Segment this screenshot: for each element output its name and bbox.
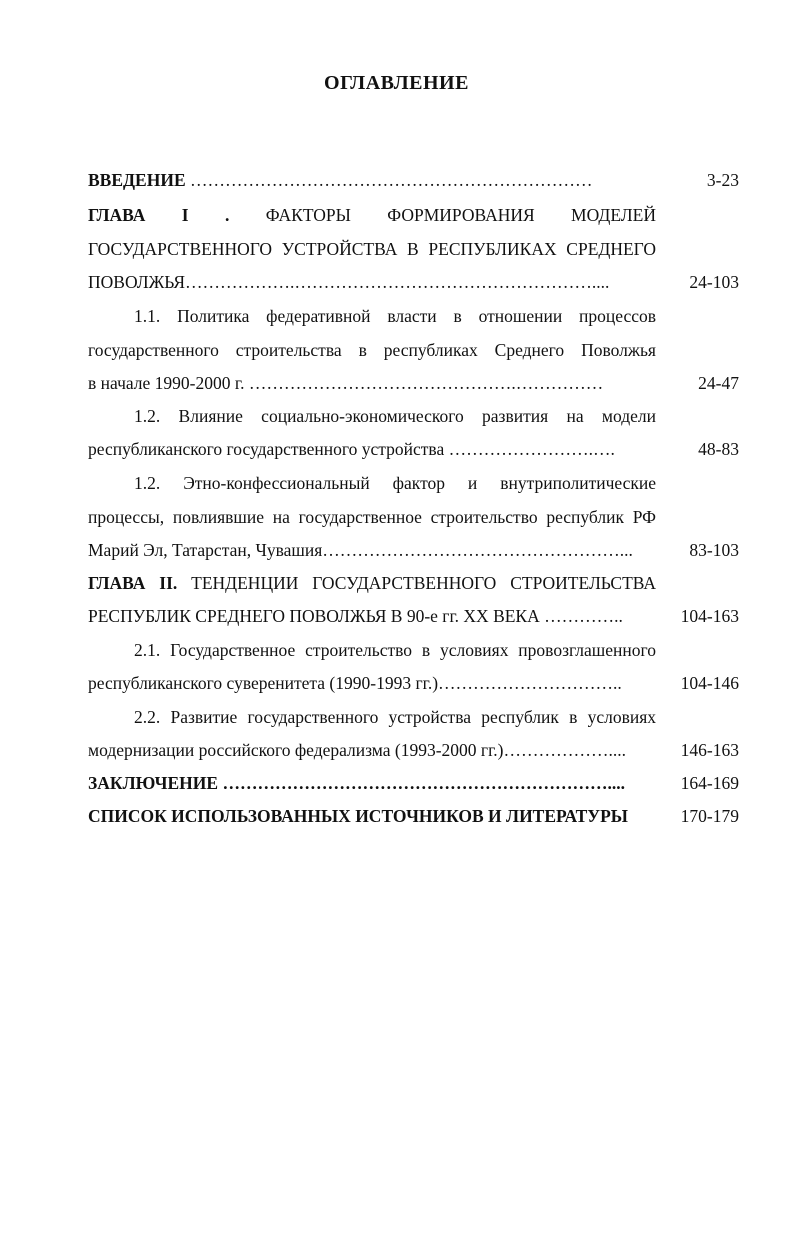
toc-page-ch1: 24-103 (689, 272, 739, 292)
toc-page-s1-3: 83-103 (689, 540, 739, 560)
toc-entry-s1-2-line2: республиканского государственного устройства …………………….…. (88, 439, 615, 459)
toc-entry-s1-1-line2: государственного строительства в республиках Среднего Поволжья (88, 340, 656, 360)
toc-entry-s1-1-line1: 1.1. Политика федеративной власти в отношении процессов (134, 306, 656, 326)
toc-entry-s1-3-line1: 1.2. Этно-конфессиональный фактор и внутриполитические (134, 473, 656, 493)
toc-entry-s1-1-line3: в начале 1990-2000 г. ……………………………………….…………… (88, 373, 604, 393)
toc-entry-sources: СПИСОК ИСПОЛЬЗОВАННЫХ ИСТОЧНИКОВ И ЛИТЕРАТУРЫ (88, 806, 628, 826)
toc-entry-s2-1-line2: республиканского суверенитета (1990-1993 гг.)………………………….. (88, 673, 622, 693)
toc-page-s2-2: 146-163 (680, 740, 739, 760)
toc-leader-dots: ………………………………………………………….... (222, 773, 625, 793)
toc-page-conclusion: 164-169 (680, 773, 739, 793)
toc-entry-conclusion-label: ЗАКЛЮЧЕНИЕ (88, 773, 219, 793)
toc-chapter-prefix: ГЛАВА I . (88, 205, 230, 225)
toc-page-ch2: 104-163 (680, 606, 739, 626)
toc-entry-s2-2-line1: 2.2. Развитие государственного устройства республик в условиях (134, 707, 656, 727)
toc-page-s2-1: 104-146 (680, 673, 739, 693)
toc-entry-ch2-line1 (88, 570, 656, 596)
toc-chapter-title: ТЕНДЕНЦИИ ГОСУДАРСТВЕННОГО СТРОИТЕЛЬСТВА (191, 573, 656, 593)
toc-entry-s1-3-line3: Марий Эл, Татарстан, Чувашия……………………………………………... (88, 540, 633, 560)
toc-page-intro: 3-23 (706, 170, 739, 190)
toc-entry-s2-2-line2: модернизации российского федерализма (1993-2000 гг.)……………….... (88, 740, 627, 760)
toc-entry-ch1-line2: ГОСУДАРСТВЕННОГО УСТРОЙСТВА В РЕСПУБЛИКАХ СРЕДНЕГО (88, 239, 656, 259)
toc-page-sources: 170-179 (680, 806, 739, 826)
toc-entry-ch1-line1 (88, 202, 656, 228)
toc-chapter-title: ФАКТОРЫ ФОРМИРОВАНИЯ МОДЕЛЕЙ (265, 205, 656, 225)
toc-entry-conclusion (88, 770, 656, 796)
toc-entry-s1-2-line1: 1.2. Влияние социально-экономического развития на модели (134, 406, 656, 426)
toc-leader-dots: …………………………………………………………… (190, 170, 593, 190)
toc-entry-intro (88, 167, 656, 193)
toc-entry-ch1-line3: ПОВОЛЖЬЯ……………….…………………………………………….... (88, 272, 610, 292)
toc-entry-intro-label: ВВЕДЕНИЕ (88, 170, 186, 190)
toc-page-s1-2: 48-83 (698, 439, 739, 459)
toc-entry-ch2-line2: РЕСПУБЛИК СРЕДНЕГО ПОВОЛЖЬЯ В 90-е гг. XX ВЕКА ………….. (88, 606, 623, 626)
page-title: ОГЛАВЛЕНИЕ (324, 72, 469, 94)
toc-entry-s1-3-line2: процессы, повлиявшие на государственное строительство республик РФ (88, 507, 656, 527)
toc-page-s1-1: 24-47 (698, 373, 739, 393)
toc-chapter-prefix: ГЛАВА II. (88, 573, 178, 593)
toc-entry-s2-1-line1: 2.1. Государственное строительство в условиях провозглашенного (134, 640, 656, 660)
